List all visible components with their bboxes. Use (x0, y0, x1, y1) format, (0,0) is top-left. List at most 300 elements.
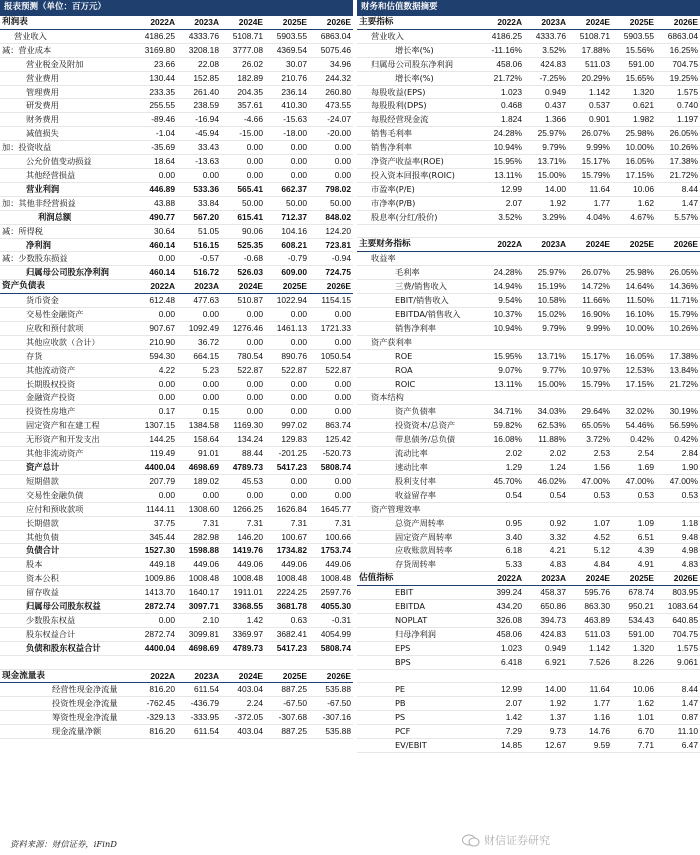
cell-value: -372.05 (221, 711, 265, 725)
cell-value: 2023A (177, 669, 221, 683)
cell-value: 0.00 (265, 308, 309, 322)
cell-value: 816.20 (133, 683, 177, 697)
cell-value: 210.90 (133, 335, 177, 349)
cell-value: 244.32 (309, 71, 353, 85)
cell-value: 1.01 (612, 711, 656, 725)
cell-value: 2.10 (177, 613, 221, 627)
table-row (357, 558, 700, 572)
row-label: 主要财务指标 (357, 238, 480, 252)
row-label: NOPLAT (357, 613, 480, 627)
cell-value: 2872.74 (133, 627, 177, 641)
row-label: 现金流量表 (0, 669, 133, 683)
table-row (357, 460, 700, 474)
cell-value: 26.07% (568, 266, 612, 280)
cell-value: 10.06 (612, 683, 656, 697)
cell-value (480, 391, 524, 405)
cell-value: 704.75 (656, 57, 700, 71)
cell-value: -307.68 (265, 711, 309, 725)
table-row (357, 586, 700, 600)
cell-value: 30.64 (133, 224, 177, 238)
table-row (0, 725, 353, 739)
cell-value: 45.53 (221, 474, 265, 488)
cell-value: -16.94 (177, 113, 221, 127)
row-label: 资产负债率 (357, 405, 480, 419)
row-label: 股东权益合计 (0, 627, 133, 641)
cell-value: 1.16 (568, 711, 612, 725)
cell-value: 3.72% (568, 433, 612, 447)
cell-value: -520.73 (309, 447, 353, 461)
row-label: 营业收入 (357, 29, 480, 43)
cell-value: 434.20 (480, 600, 524, 614)
cell-value: 10.00% (612, 141, 656, 155)
cell-value: -20.00 (309, 127, 353, 141)
cell-value: 0.949 (524, 85, 568, 99)
cell-value: 2022A (480, 572, 524, 586)
cell-value: 2022A (133, 280, 177, 294)
cell-value: 12.99 (480, 182, 524, 196)
table-row (0, 488, 353, 502)
table-row (0, 294, 353, 308)
table-row (0, 627, 353, 641)
cell-value: 887.25 (265, 683, 309, 697)
row-label: 其他流动资产 (0, 363, 133, 377)
cell-value: 594.30 (133, 349, 177, 363)
cell-value: 473.55 (309, 99, 353, 113)
cell-value (524, 252, 568, 266)
cell-value: -436.79 (177, 697, 221, 711)
row-label: 财务费用 (0, 113, 133, 127)
table-row (0, 99, 353, 113)
table-row (357, 627, 700, 641)
table-row (357, 530, 700, 544)
cell-value: 511.03 (568, 627, 612, 641)
cell-value: 14.94% (480, 280, 524, 294)
cell-value: 1.197 (656, 113, 700, 127)
cell-value: 533.36 (177, 182, 221, 196)
cell-value: 91.01 (177, 447, 221, 461)
cell-value: 463.89 (568, 613, 612, 627)
table-row (357, 71, 700, 85)
row-label: 资本公积 (0, 572, 133, 586)
cell-value: 5108.71 (568, 29, 612, 43)
row-label: 其他负债 (0, 530, 133, 544)
cell-value: 1.824 (480, 113, 524, 127)
table-row (357, 308, 700, 322)
row-label: PCF (357, 725, 480, 739)
cell-value (612, 224, 656, 238)
cell-value: 0.00 (177, 168, 221, 182)
cell-value: 9.48 (656, 530, 700, 544)
cell-value: 2.54 (612, 447, 656, 461)
cell-value: 5108.71 (221, 29, 265, 43)
cell-value: 8.44 (656, 683, 700, 697)
cell-value: 2024E (221, 669, 265, 683)
cell-value: 2872.74 (133, 600, 177, 614)
cell-value: 1.37 (524, 711, 568, 725)
cell-value: 0.00 (265, 335, 309, 349)
cell-value: 9.73 (524, 725, 568, 739)
table-row (0, 530, 353, 544)
cell-value: 1.023 (480, 85, 524, 99)
cell-value: 2025E (612, 572, 656, 586)
row-label: 减：营业成本 (0, 43, 133, 57)
cell-value: 1083.64 (656, 600, 700, 614)
cell-value: 1050.54 (309, 349, 353, 363)
cell-value: 907.67 (133, 321, 177, 335)
cell-value (480, 335, 524, 349)
cell-value: 45.70% (480, 474, 524, 488)
cell-value (612, 502, 656, 516)
cell-value: 152.85 (177, 71, 221, 85)
cell-value: 4333.76 (177, 29, 221, 43)
cell-value: 11.88% (524, 433, 568, 447)
row-label: 利润表 (0, 16, 133, 30)
cell-value: 34.96 (309, 57, 353, 71)
table-row (0, 433, 353, 447)
section-header-row (0, 669, 353, 683)
cell-value: 10.26% (656, 321, 700, 335)
cell-value: 477.63 (177, 294, 221, 308)
table-row (357, 85, 700, 99)
table-row (357, 335, 700, 349)
row-label: 存货 (0, 349, 133, 363)
row-label: 货币资金 (0, 294, 133, 308)
cell-value (656, 669, 700, 683)
total-row (0, 600, 353, 614)
cell-value: 3.52% (480, 210, 524, 224)
cell-value: 1.982 (612, 113, 656, 127)
cell-value: 403.04 (221, 725, 265, 739)
cell-value (480, 669, 524, 683)
cell-value: 9.79% (524, 321, 568, 335)
cell-value: 4400.04 (133, 461, 177, 475)
row-label: 减：所得税 (0, 224, 133, 238)
source-note: 资料来源：财信证券，iFinD (10, 839, 118, 849)
cell-value: 6863.04 (656, 29, 700, 43)
row-label: 研发费用 (0, 99, 133, 113)
row-label: 资本结构 (357, 391, 480, 405)
row-label: ROIC (357, 377, 480, 391)
cell-value: 10.97% (568, 363, 612, 377)
cell-value: -67.50 (265, 697, 309, 711)
table-row (357, 683, 700, 697)
table-row (357, 474, 700, 488)
cell-value: 18.64 (133, 155, 177, 169)
table-row (0, 419, 353, 433)
cell-value: 7.31 (177, 516, 221, 530)
cell-value: 1.09 (612, 516, 656, 530)
table-row (357, 321, 700, 335)
row-label: 三费/销售收入 (357, 280, 480, 294)
cell-value: 11.64 (568, 182, 612, 196)
cell-value: 1008.48 (309, 572, 353, 586)
cell-value: 2.07 (480, 697, 524, 711)
cell-value: 15.79% (568, 377, 612, 391)
cell-value: 525.35 (221, 238, 265, 252)
cell-value: 4789.73 (221, 461, 265, 475)
cell-value: -11.16% (480, 43, 524, 57)
cell-value: 14.72% (568, 280, 612, 294)
cell-value: 0.00 (221, 405, 265, 419)
cell-value: 1753.74 (309, 544, 353, 558)
cell-value (524, 502, 568, 516)
table-row (357, 544, 700, 558)
table-row (357, 155, 700, 169)
cell-value: 0.00 (221, 488, 265, 502)
summary-table (357, 15, 700, 753)
table-row (357, 613, 700, 627)
row-label: 金融资产投资 (0, 391, 133, 405)
cell-value: 100.67 (265, 530, 309, 544)
cell-value: 6.47 (656, 739, 700, 753)
cell-value: 15.95% (480, 349, 524, 363)
table-row (0, 141, 353, 155)
cell-value: 446.89 (133, 182, 177, 196)
cell-value: 0.00 (221, 141, 265, 155)
cell-value: 4.84 (568, 558, 612, 572)
cell-value: 25.98% (612, 266, 656, 280)
cell-value: 1.023 (480, 641, 524, 655)
cell-value (133, 655, 177, 669)
cell-value: 5.23 (177, 363, 221, 377)
cell-value (309, 655, 353, 669)
cell-value: 535.88 (309, 725, 353, 739)
cell-value: 712.37 (265, 210, 309, 224)
cell-value: 1721.33 (309, 321, 353, 335)
cell-value: 9.77% (524, 363, 568, 377)
cell-value: 1.29 (480, 460, 524, 474)
cell-value (568, 669, 612, 683)
cell-value: 3369.97 (221, 627, 265, 641)
row-label: 估值指标 (357, 572, 480, 586)
row-label: 流动比率 (357, 447, 480, 461)
spacer-row (0, 655, 353, 669)
row-label: 资产管理效率 (357, 502, 480, 516)
cell-value: -201.25 (265, 447, 309, 461)
table-row (357, 488, 700, 502)
cell-value: 3.32 (524, 530, 568, 544)
cell-value: 516.72 (177, 266, 221, 280)
cell-value: 2.53 (568, 447, 612, 461)
cell-value: 282.98 (177, 530, 221, 544)
row-label: 销售毛利率 (357, 127, 480, 141)
table-row (357, 99, 700, 113)
cell-value: 2026E (656, 572, 700, 586)
cell-value: 20.29% (568, 71, 612, 85)
cell-value: 182.89 (221, 71, 265, 85)
cell-value: -0.31 (309, 613, 353, 627)
cell-value: 403.04 (221, 683, 265, 697)
cell-value: 4369.54 (265, 43, 309, 57)
row-label: 销售净利率 (357, 321, 480, 335)
cell-value: 2023A (524, 16, 568, 30)
cell-value: -1.04 (133, 127, 177, 141)
row-label: 应收账款周转率 (357, 544, 480, 558)
table-row (0, 683, 353, 697)
cell-value: 345.44 (133, 530, 177, 544)
cell-value: 662.37 (265, 182, 309, 196)
cell-value: 2.02 (524, 447, 568, 461)
cell-value: 0.17 (133, 405, 177, 419)
cell-value: 4333.76 (524, 29, 568, 43)
row-label: PS (357, 711, 480, 725)
forecast-header: 报表预测（单位：百万元） (0, 0, 353, 15)
cell-value: 1.92 (524, 697, 568, 711)
cell-value: 33.84 (177, 196, 221, 210)
cell-value: 13.11% (480, 377, 524, 391)
cell-value: 62.53% (524, 419, 568, 433)
cell-value: 0.00 (133, 308, 177, 322)
cell-value: 4698.69 (177, 641, 221, 655)
cell-value (568, 335, 612, 349)
cell-value: 3.52% (524, 43, 568, 57)
cell-value: 1626.84 (265, 502, 309, 516)
cell-value: 17.15% (612, 377, 656, 391)
cell-value: 1645.77 (309, 502, 353, 516)
cell-value: 30.19% (656, 405, 700, 419)
cell-value: 0.00 (133, 252, 177, 266)
cell-value: 0.00 (265, 141, 309, 155)
table-row (0, 43, 353, 57)
table-row (357, 502, 700, 516)
cell-value: 17.38% (656, 155, 700, 169)
row-label: 归母净利润 (357, 627, 480, 641)
cell-value: 2597.76 (309, 586, 353, 600)
row-label: EBITDA (357, 600, 480, 614)
cell-value: 90.06 (221, 224, 265, 238)
row-label: 营业税金及附加 (0, 57, 133, 71)
cell-value: 3777.08 (221, 43, 265, 57)
cell-value: 863.30 (568, 600, 612, 614)
cell-value: 158.64 (177, 433, 221, 447)
cell-value: 236.14 (265, 85, 309, 99)
cell-value: 10.58% (524, 294, 568, 308)
cell-value: 997.02 (265, 419, 309, 433)
forecast-tables (0, 15, 353, 739)
cell-value (524, 391, 568, 405)
row-label: 短期借款 (0, 474, 133, 488)
cell-value: 1.62 (612, 196, 656, 210)
table-row (357, 433, 700, 447)
cell-value: 0.00 (309, 168, 353, 182)
cell-value: 13.84% (656, 363, 700, 377)
cell-value: 1307.15 (133, 419, 177, 433)
cell-value: 394.73 (524, 613, 568, 627)
cell-value: 1.320 (612, 85, 656, 99)
cell-value: 13.71% (524, 155, 568, 169)
row-label: 其他非流动资产 (0, 447, 133, 461)
cell-value: 34.03% (524, 405, 568, 419)
row-label (357, 669, 480, 683)
cell-value: 2025E (612, 238, 656, 252)
cell-value: 2.07 (480, 196, 524, 210)
cell-value: 15.65% (612, 71, 656, 85)
cell-value (568, 252, 612, 266)
cell-value: 1008.48 (221, 572, 265, 586)
cell-value: 1.47 (656, 697, 700, 711)
cell-value: 410.30 (265, 99, 309, 113)
cell-value: 19.25% (656, 71, 700, 85)
table-row (357, 697, 700, 711)
cell-value: 0.87 (656, 711, 700, 725)
cell-value: 1144.11 (133, 502, 177, 516)
cell-value (656, 391, 700, 405)
table-row (357, 725, 700, 739)
cell-value: 0.54 (480, 488, 524, 502)
cell-value: 1008.48 (177, 572, 221, 586)
cell-value: -762.45 (133, 697, 177, 711)
cell-value: 16.25% (656, 43, 700, 57)
cell-value: 22.08 (177, 57, 221, 71)
cell-value: 0.00 (133, 488, 177, 502)
cell-value: 816.20 (133, 725, 177, 739)
cell-value: 0.00 (133, 168, 177, 182)
cell-value: 6.418 (480, 655, 524, 669)
cell-value: 0.00 (265, 391, 309, 405)
table-row (357, 419, 700, 433)
cell-value: 2.84 (656, 447, 700, 461)
cell-value: 1527.30 (133, 544, 177, 558)
cell-value (568, 502, 612, 516)
row-label: 归属母公司股东净利润 (0, 266, 133, 280)
cell-value: 1.24 (524, 460, 568, 474)
cell-value: -45.94 (177, 127, 221, 141)
cell-value: 591.00 (612, 627, 656, 641)
cell-value: 233.35 (133, 85, 177, 99)
table-row (0, 85, 353, 99)
row-label: 筹资性现金净流量 (0, 711, 133, 725)
cell-value: 1.42 (480, 711, 524, 725)
cell-value: -0.94 (309, 252, 353, 266)
cell-value: 0.00 (309, 335, 353, 349)
cell-value: 15.17% (568, 349, 612, 363)
cell-value: 7.71 (612, 739, 656, 753)
cell-value: 0.00 (265, 155, 309, 169)
cell-value: 5417.23 (265, 641, 309, 655)
cell-value (656, 502, 700, 516)
cell-value: 124.20 (309, 224, 353, 238)
cell-value: 7.526 (568, 655, 612, 669)
row-label: 归属母公司股东净利润 (357, 57, 480, 71)
table-row (0, 377, 353, 391)
cell-value: 4.39 (612, 544, 656, 558)
cell-value: 678.74 (612, 586, 656, 600)
cell-value (265, 655, 309, 669)
cell-value: 887.25 (265, 725, 309, 739)
cell-value: 1911.01 (221, 586, 265, 600)
cell-value: 950.21 (612, 600, 656, 614)
cell-value: 1.42 (221, 613, 265, 627)
table-row (357, 210, 700, 224)
cell-value (524, 335, 568, 349)
cell-value: 25.98% (612, 127, 656, 141)
cell-value: 1308.60 (177, 502, 221, 516)
cell-value: 10.94% (480, 321, 524, 335)
table-row (0, 405, 353, 419)
cell-value: 4.22 (133, 363, 177, 377)
cell-value: -15.63 (265, 113, 309, 127)
cell-value (568, 224, 612, 238)
cell-value: 17.38% (656, 349, 700, 363)
cell-value: 43.88 (133, 196, 177, 210)
cell-value: 2224.25 (265, 586, 309, 600)
spacer-row (357, 224, 700, 238)
forecast-table (0, 15, 353, 739)
table-row (0, 57, 353, 71)
cell-value: 1.18 (656, 516, 700, 530)
table-row (357, 29, 700, 43)
cell-value: 15.00% (524, 168, 568, 182)
